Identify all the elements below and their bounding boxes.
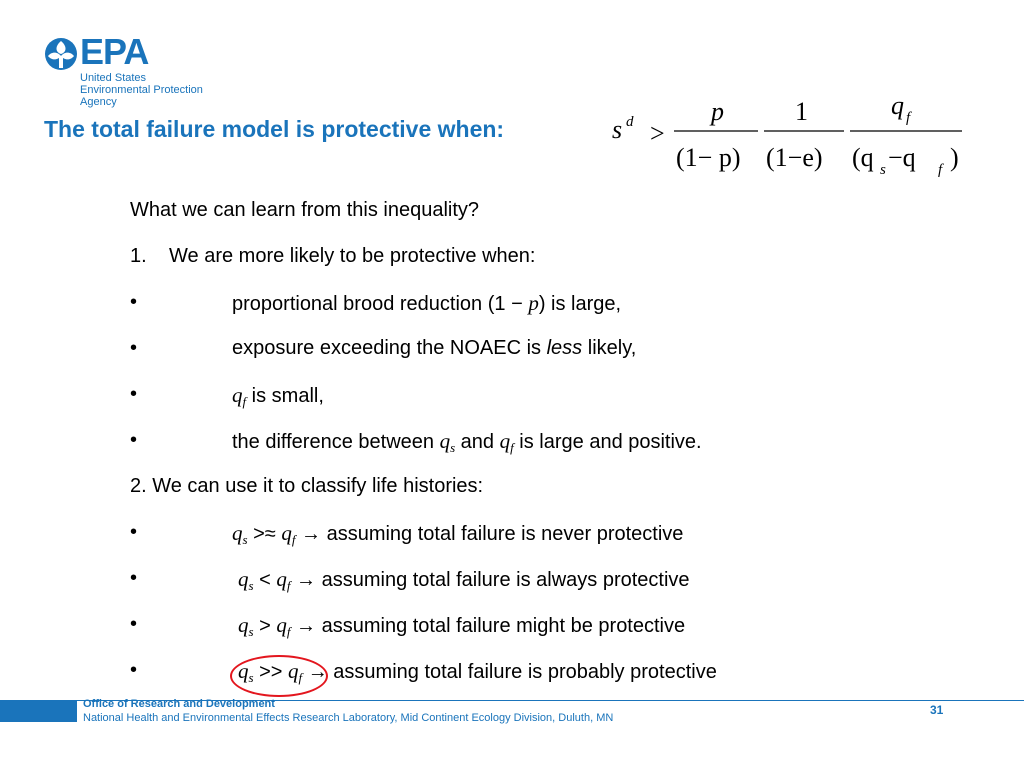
point-1-text: We are more likely to be protective when:	[169, 245, 536, 267]
epa-logo	[44, 31, 244, 109]
bullet-marker: •	[130, 383, 138, 405]
point-2: 2. We can use it to classify life histories:	[130, 475, 484, 497]
class-2-text: $q_s < q_f$ → assuming total failure is always protective	[238, 567, 690, 593]
formula-f1-num: p	[711, 97, 724, 126]
formula-lhs-sup: d	[626, 114, 634, 130]
bullet-marker: •	[130, 337, 138, 359]
logo-line-3: Agency	[80, 96, 117, 108]
slide-title: The total failure model is protective when:	[44, 116, 505, 142]
footer-lab: National Health and Environmental Effects Research Laboratory, Mid Continent Ecology Division, Duluth, MN	[83, 712, 614, 724]
bullet-4-text: the difference between $q_s$ and $q_f$ is large and positive.	[232, 429, 702, 455]
bullet-marker: •	[130, 429, 138, 451]
bullet-marker: •	[130, 659, 138, 681]
formula-f2-num: 1	[795, 97, 808, 126]
logo-wordmark: EPA	[80, 31, 149, 72]
highlight-circle	[230, 655, 328, 697]
formula-f3-den-close: )	[950, 143, 959, 172]
bullet-2-text: exposure exceeding the NOAEC is less likely,	[232, 337, 637, 359]
formula-f3-den-sub2: f	[938, 162, 943, 178]
formula-f1-den: (1− p)	[676, 143, 741, 172]
page-number: 31	[930, 703, 944, 717]
epa-flower-icon	[44, 37, 78, 71]
point-1	[130, 245, 536, 268]
footer-accent-bar	[0, 700, 77, 722]
class-1-text: $q_s >\approx q_f$ → assuming total failure is never protective	[232, 521, 684, 547]
formula-f3-num: q	[891, 91, 904, 120]
intro-text: What we can learn from this inequality?	[130, 199, 480, 221]
bullet-marker: •	[130, 567, 138, 589]
formula-lhs: s	[612, 115, 623, 144]
inequality-formula	[608, 90, 968, 190]
formula-f3-den-mid: −q	[888, 143, 916, 172]
formula-f3-num-sub: f	[906, 110, 911, 126]
formula-f2-den: (1−e)	[766, 143, 823, 172]
footer-office: Office of Research and Development	[83, 698, 275, 710]
logo-line-2: Environmental Protection	[80, 84, 203, 96]
bullet-3-text: $q_f$ is small,	[232, 383, 324, 409]
bullet-1-text: proportional brood reduction (1 − p) is large,	[232, 291, 622, 315]
class-3-text: $q_s > q_f$ → assuming total failure might be protective	[238, 613, 686, 639]
formula-op: >	[650, 119, 665, 148]
formula-f3-den-sub1: s	[880, 162, 886, 178]
bullet-marker: •	[130, 613, 138, 635]
point-1-number: 1.	[130, 245, 147, 267]
formula-f3-den-open: (q	[852, 143, 874, 172]
class-4-text: $q_s >> q_f$ → assuming total failure is probably protective	[238, 659, 717, 685]
logo-line-1: United States	[80, 72, 147, 84]
bullet-marker: •	[130, 521, 138, 543]
logo-agency-name	[80, 72, 250, 108]
bullet-marker: •	[130, 291, 138, 313]
